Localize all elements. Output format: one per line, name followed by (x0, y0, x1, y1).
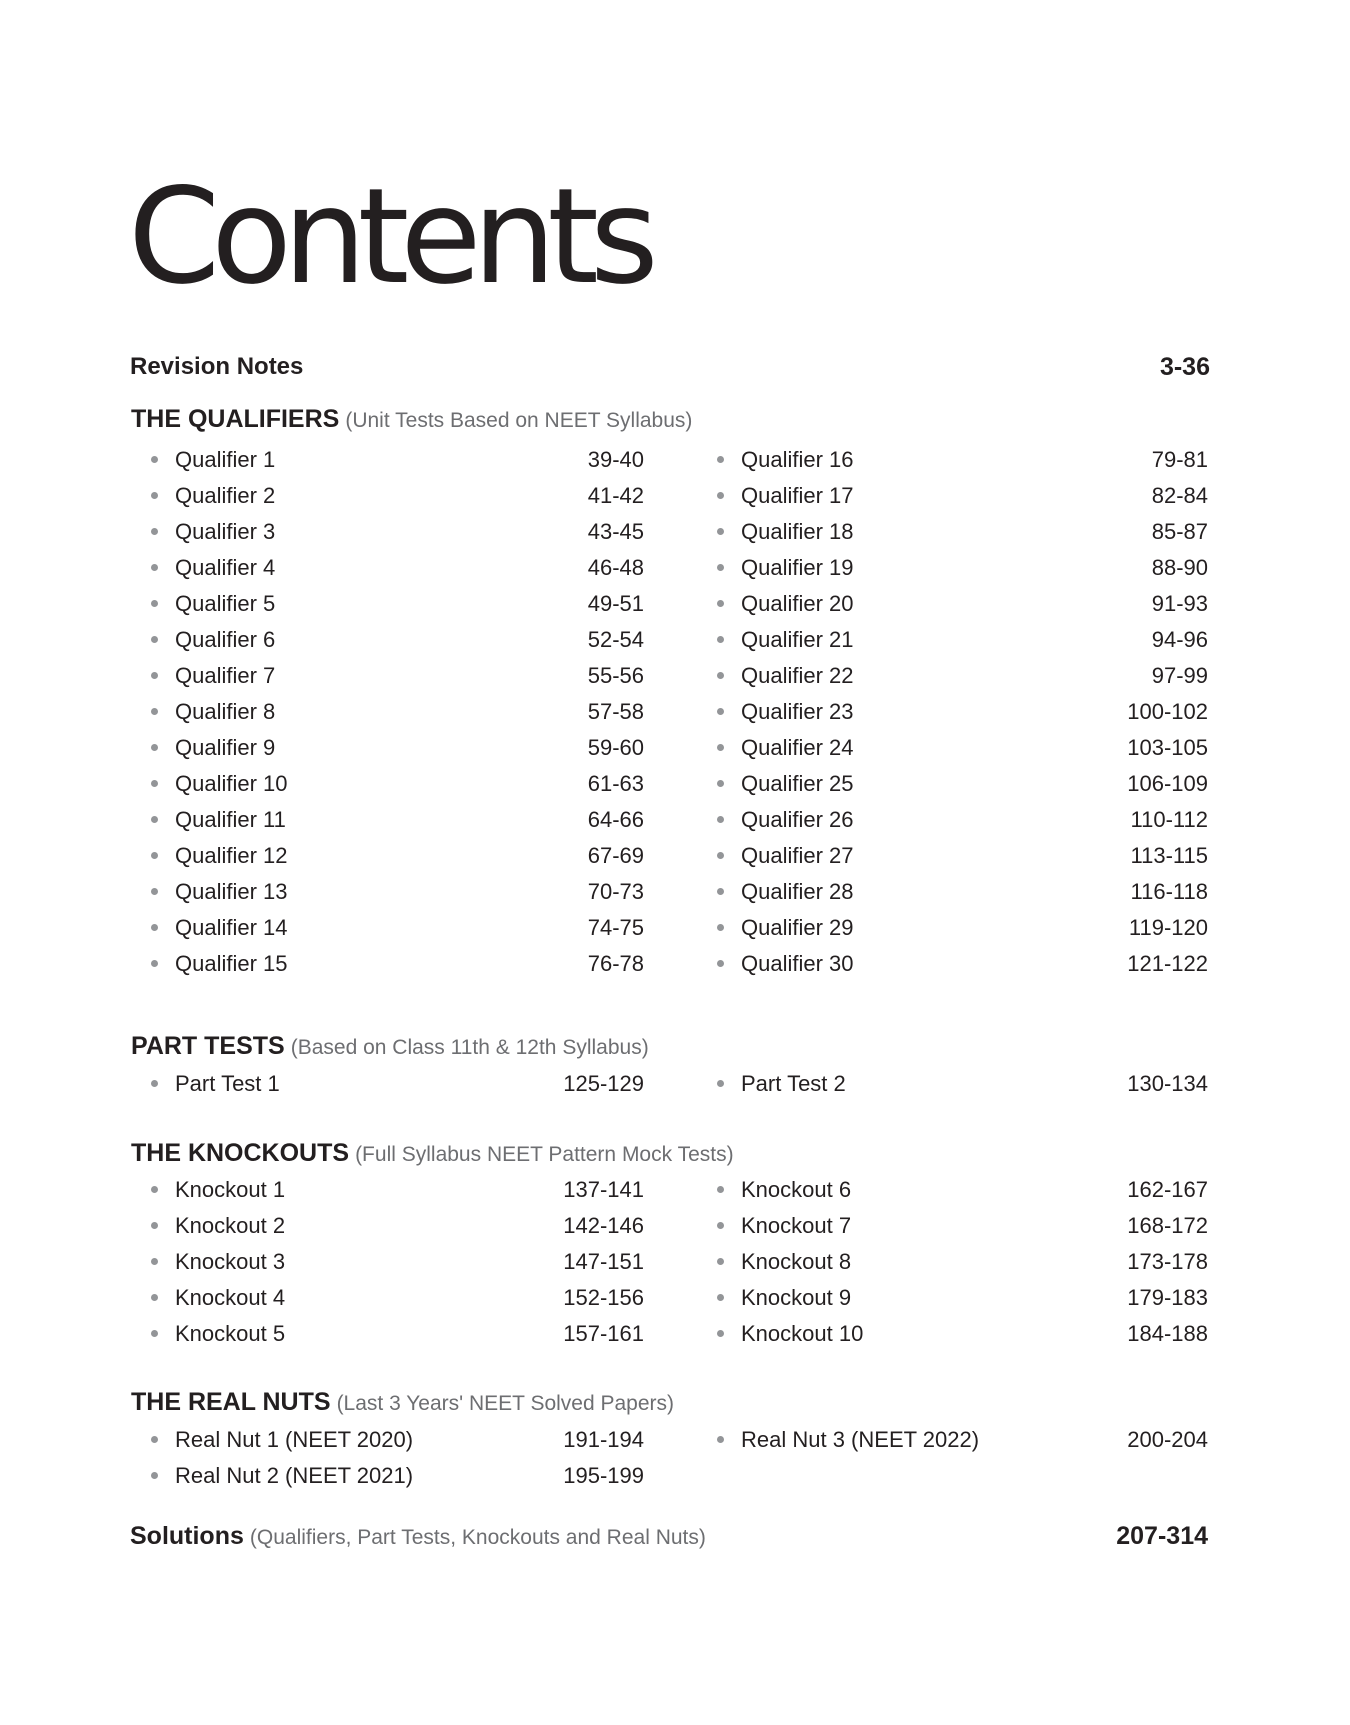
qualifiers-title: THE QUALIFIERS (131, 405, 340, 433)
toc-entry (0, 1208, 1350, 1244)
toc-entry (0, 946, 1350, 982)
bullet-icon (717, 1222, 724, 1229)
part-tests-heading (131, 1026, 649, 1066)
bullet-icon (717, 1080, 724, 1087)
toc-entry (0, 1316, 1350, 1352)
toc-entry (0, 658, 1350, 694)
toc-entry (0, 694, 1350, 730)
toc-entry (0, 730, 1350, 766)
toc-entry-name: Qualifier 14 (175, 915, 288, 940)
toc-entry-name: Qualifier 27 (741, 843, 854, 868)
bullet-icon (717, 636, 724, 643)
toc-entry-name: Qualifier 22 (741, 663, 854, 688)
revision-notes-label: Revision Notes (130, 353, 304, 380)
toc-entry-name: Qualifier 23 (741, 699, 854, 724)
bullet-icon (717, 492, 724, 499)
bullet-icon (717, 960, 724, 967)
toc-entry-name: Real Nut 3 (NEET 2022) (741, 1427, 980, 1452)
toc-entry-pages: 59-60 (587, 735, 644, 760)
toc-entry (0, 1244, 1350, 1280)
bullet-icon (151, 1472, 158, 1479)
toc-entry (0, 442, 1350, 478)
toc-entry-pages: 130-134 (1127, 1071, 1208, 1096)
toc-entry-pages: 46-48 (587, 555, 644, 580)
toc-entry-name: Qualifier 16 (741, 447, 854, 472)
toc-entry-name: Knockout 7 (741, 1213, 852, 1238)
toc-entry-name: Knockout 4 (175, 1285, 286, 1310)
toc-entry-name: Qualifier 2 (175, 483, 276, 508)
toc-entry (0, 622, 1350, 658)
real-nuts-title: THE REAL NUTS (131, 1388, 331, 1416)
toc-entry-name: Knockout 6 (741, 1177, 852, 1202)
toc-entry-name: Qualifier 10 (175, 771, 288, 796)
toc-entry-name: Real Nut 2 (NEET 2021) (175, 1463, 414, 1488)
bullet-icon (717, 708, 724, 715)
bullet-icon (717, 816, 724, 823)
solutions-subtitle: (Qualifiers, Part Tests, Knockouts and Real Nuts) (249, 1526, 706, 1549)
toc-entry-pages: 88-90 (1151, 555, 1208, 580)
bullet-icon (717, 888, 724, 895)
toc-entry-name: Qualifier 8 (175, 699, 276, 724)
part-tests-title: PART TESTS (131, 1032, 285, 1060)
toc-entry-pages: 91-93 (1151, 591, 1208, 616)
toc-entry-pages: 57-58 (587, 699, 644, 724)
toc-entry-name: Qualifier 19 (741, 555, 854, 580)
toc-entry-pages: 79-81 (1151, 447, 1208, 472)
toc-entry-name: Qualifier 24 (741, 735, 854, 760)
toc-entry-pages: 43-45 (587, 519, 644, 544)
real-nuts-subtitle: (Last 3 Years' NEET Solved Papers) (336, 1392, 675, 1415)
toc-entry-pages: 168-172 (1127, 1213, 1208, 1238)
toc-entry (0, 1422, 1350, 1458)
toc-entry-pages: 103-105 (1127, 735, 1208, 760)
toc-entry-pages: 195-199 (563, 1463, 644, 1488)
toc-entry-name: Qualifier 6 (175, 627, 276, 652)
toc-entry-pages: 70-73 (587, 879, 644, 904)
toc-entry-pages: 147-151 (563, 1249, 644, 1274)
bullet-icon (717, 600, 724, 607)
toc-entry-pages: 64-66 (587, 807, 644, 832)
page-title: Contents (128, 160, 650, 314)
toc-entry (0, 550, 1350, 586)
qualifiers-heading (131, 399, 692, 439)
toc-entry-pages: 76-78 (587, 951, 644, 976)
qualifiers-subtitle: (Unit Tests Based on NEET Syllabus) (345, 409, 693, 432)
toc-entry-pages: 125-129 (563, 1071, 644, 1096)
toc-entry-name: Qualifier 12 (175, 843, 288, 868)
toc-entry-pages: 157-161 (563, 1321, 644, 1346)
toc-entry-pages: 142-146 (563, 1213, 644, 1238)
toc-entry-pages: 119-120 (1128, 915, 1208, 940)
toc-entry-name: Qualifier 20 (741, 591, 854, 616)
toc-entry (0, 586, 1350, 622)
toc-entry-pages: 49-51 (587, 591, 644, 616)
toc-entry-name: Real Nut 1 (NEET 2020) (175, 1427, 414, 1452)
toc-entry-name: Knockout 8 (741, 1249, 852, 1274)
toc-entry-pages: 200-204 (1127, 1427, 1208, 1452)
toc-entry-name: Qualifier 7 (175, 663, 276, 688)
bullet-icon (717, 1294, 724, 1301)
toc-entry-pages: 179-183 (1127, 1285, 1208, 1310)
toc-entry-pages: 67-69 (587, 843, 644, 868)
toc-entry-pages: 184-188 (1127, 1321, 1208, 1346)
bullet-icon (717, 852, 724, 859)
toc-entry-pages: 110-112 (1130, 807, 1208, 832)
bullet-icon (717, 744, 724, 751)
solutions-title: Solutions (130, 1522, 244, 1550)
knockouts-heading (131, 1133, 734, 1173)
toc-entry-pages: 52-54 (587, 627, 644, 652)
toc-entry (0, 1066, 1350, 1102)
toc-entry-name: Qualifier 3 (175, 519, 276, 544)
toc-entry-name: Knockout 9 (741, 1285, 852, 1310)
toc-entry-pages: 121-122 (1127, 951, 1208, 976)
toc-entry-pages: 94-96 (1151, 627, 1208, 652)
toc-entry-name: Qualifier 5 (175, 591, 276, 616)
bullet-icon (717, 1330, 724, 1337)
toc-entry-pages: 191-194 (563, 1427, 644, 1452)
toc-entry-name: Qualifier 17 (741, 483, 854, 508)
toc-entry-name: Knockout 1 (175, 1177, 286, 1202)
toc-entry-pages: 55-56 (587, 663, 644, 688)
toc-entry-pages: 82-84 (1151, 483, 1208, 508)
bullet-icon (717, 456, 724, 463)
knockouts-subtitle: (Full Syllabus NEET Pattern Mock Tests) (355, 1143, 734, 1166)
toc-entry (0, 838, 1350, 874)
knockouts-list-right (0, 1172, 1350, 1352)
bullet-icon (717, 1436, 724, 1443)
toc-entry-pages: 162-167 (1127, 1177, 1208, 1202)
toc-entry-pages: 100-102 (1127, 699, 1208, 724)
bullet-icon (717, 780, 724, 787)
real-nuts-heading (131, 1382, 674, 1422)
solutions-pages: 207-314 (1116, 1522, 1208, 1550)
toc-entry-pages: 137-141 (563, 1177, 644, 1202)
toc-entry-name: Knockout 5 (175, 1321, 286, 1346)
bullet-icon (717, 1186, 724, 1193)
toc-entry-name: Qualifier 4 (175, 555, 276, 580)
part-tests-list-right (0, 1066, 1350, 1102)
toc-entry (0, 910, 1350, 946)
toc-entry (0, 478, 1350, 514)
toc-entry-name: Qualifier 11 (175, 807, 286, 832)
toc-entry-name: Part Test 2 (741, 1071, 846, 1096)
toc-entry-pages: 39-40 (587, 447, 644, 472)
toc-entry-pages: 106-109 (1127, 771, 1208, 796)
toc-entry-name: Knockout 10 (741, 1321, 864, 1346)
toc-entry (0, 1172, 1350, 1208)
toc-entry-pages: 41-42 (587, 483, 644, 508)
real-nuts-list-right (0, 1422, 1350, 1458)
toc-entry-pages: 152-156 (563, 1285, 644, 1310)
toc-entry-pages: 85-87 (1151, 519, 1208, 544)
toc-entry-pages: 173-178 (1127, 1249, 1208, 1274)
bullet-icon (717, 528, 724, 535)
toc-entry-name: Qualifier 30 (741, 951, 854, 976)
bullet-icon (717, 564, 724, 571)
toc-entry-name: Knockout 3 (175, 1249, 286, 1274)
bullet-icon (717, 924, 724, 931)
toc-entry-name: Qualifier 18 (741, 519, 854, 544)
toc-entry-name: Qualifier 21 (741, 627, 854, 652)
part-tests-subtitle: (Based on Class 11th & 12th Syllabus) (290, 1036, 649, 1059)
toc-entry (0, 1458, 1350, 1494)
toc-entry-name: Qualifier 29 (741, 915, 854, 940)
toc-entry-name: Knockout 2 (175, 1213, 286, 1238)
toc-entry (0, 514, 1350, 550)
toc-entry-name: Qualifier 28 (741, 879, 854, 904)
toc-entry-name: Qualifier 26 (741, 807, 854, 832)
toc-entry-pages: 61-63 (587, 771, 644, 796)
bullet-icon (717, 672, 724, 679)
toc-entry-name: Qualifier 25 (741, 771, 854, 796)
toc-entry-pages: 74-75 (587, 915, 644, 940)
toc-entry-pages: 97-99 (1151, 663, 1208, 688)
toc-entry (0, 766, 1350, 802)
knockouts-title: THE KNOCKOUTS (131, 1139, 350, 1167)
toc-entry (0, 1280, 1350, 1316)
qualifiers-list-right (0, 442, 1350, 982)
toc-entry-name: Qualifier 13 (175, 879, 288, 904)
toc-entry (0, 802, 1350, 838)
toc-entry-name: Qualifier 9 (175, 735, 276, 760)
toc-entry-name: Part Test 1 (175, 1071, 280, 1096)
toc-entry-name: Qualifier 15 (175, 951, 288, 976)
solutions-entry (130, 1516, 1208, 1556)
bullet-icon (717, 1258, 724, 1265)
toc-entry-name: Qualifier 1 (175, 447, 276, 472)
toc-entry (0, 874, 1350, 910)
revision-notes-entry (130, 347, 1220, 387)
revision-notes-pages: 3-36 (1159, 353, 1210, 381)
toc-entry-pages: 116-118 (1130, 879, 1208, 904)
toc-entry-pages: 113-115 (1130, 843, 1208, 868)
